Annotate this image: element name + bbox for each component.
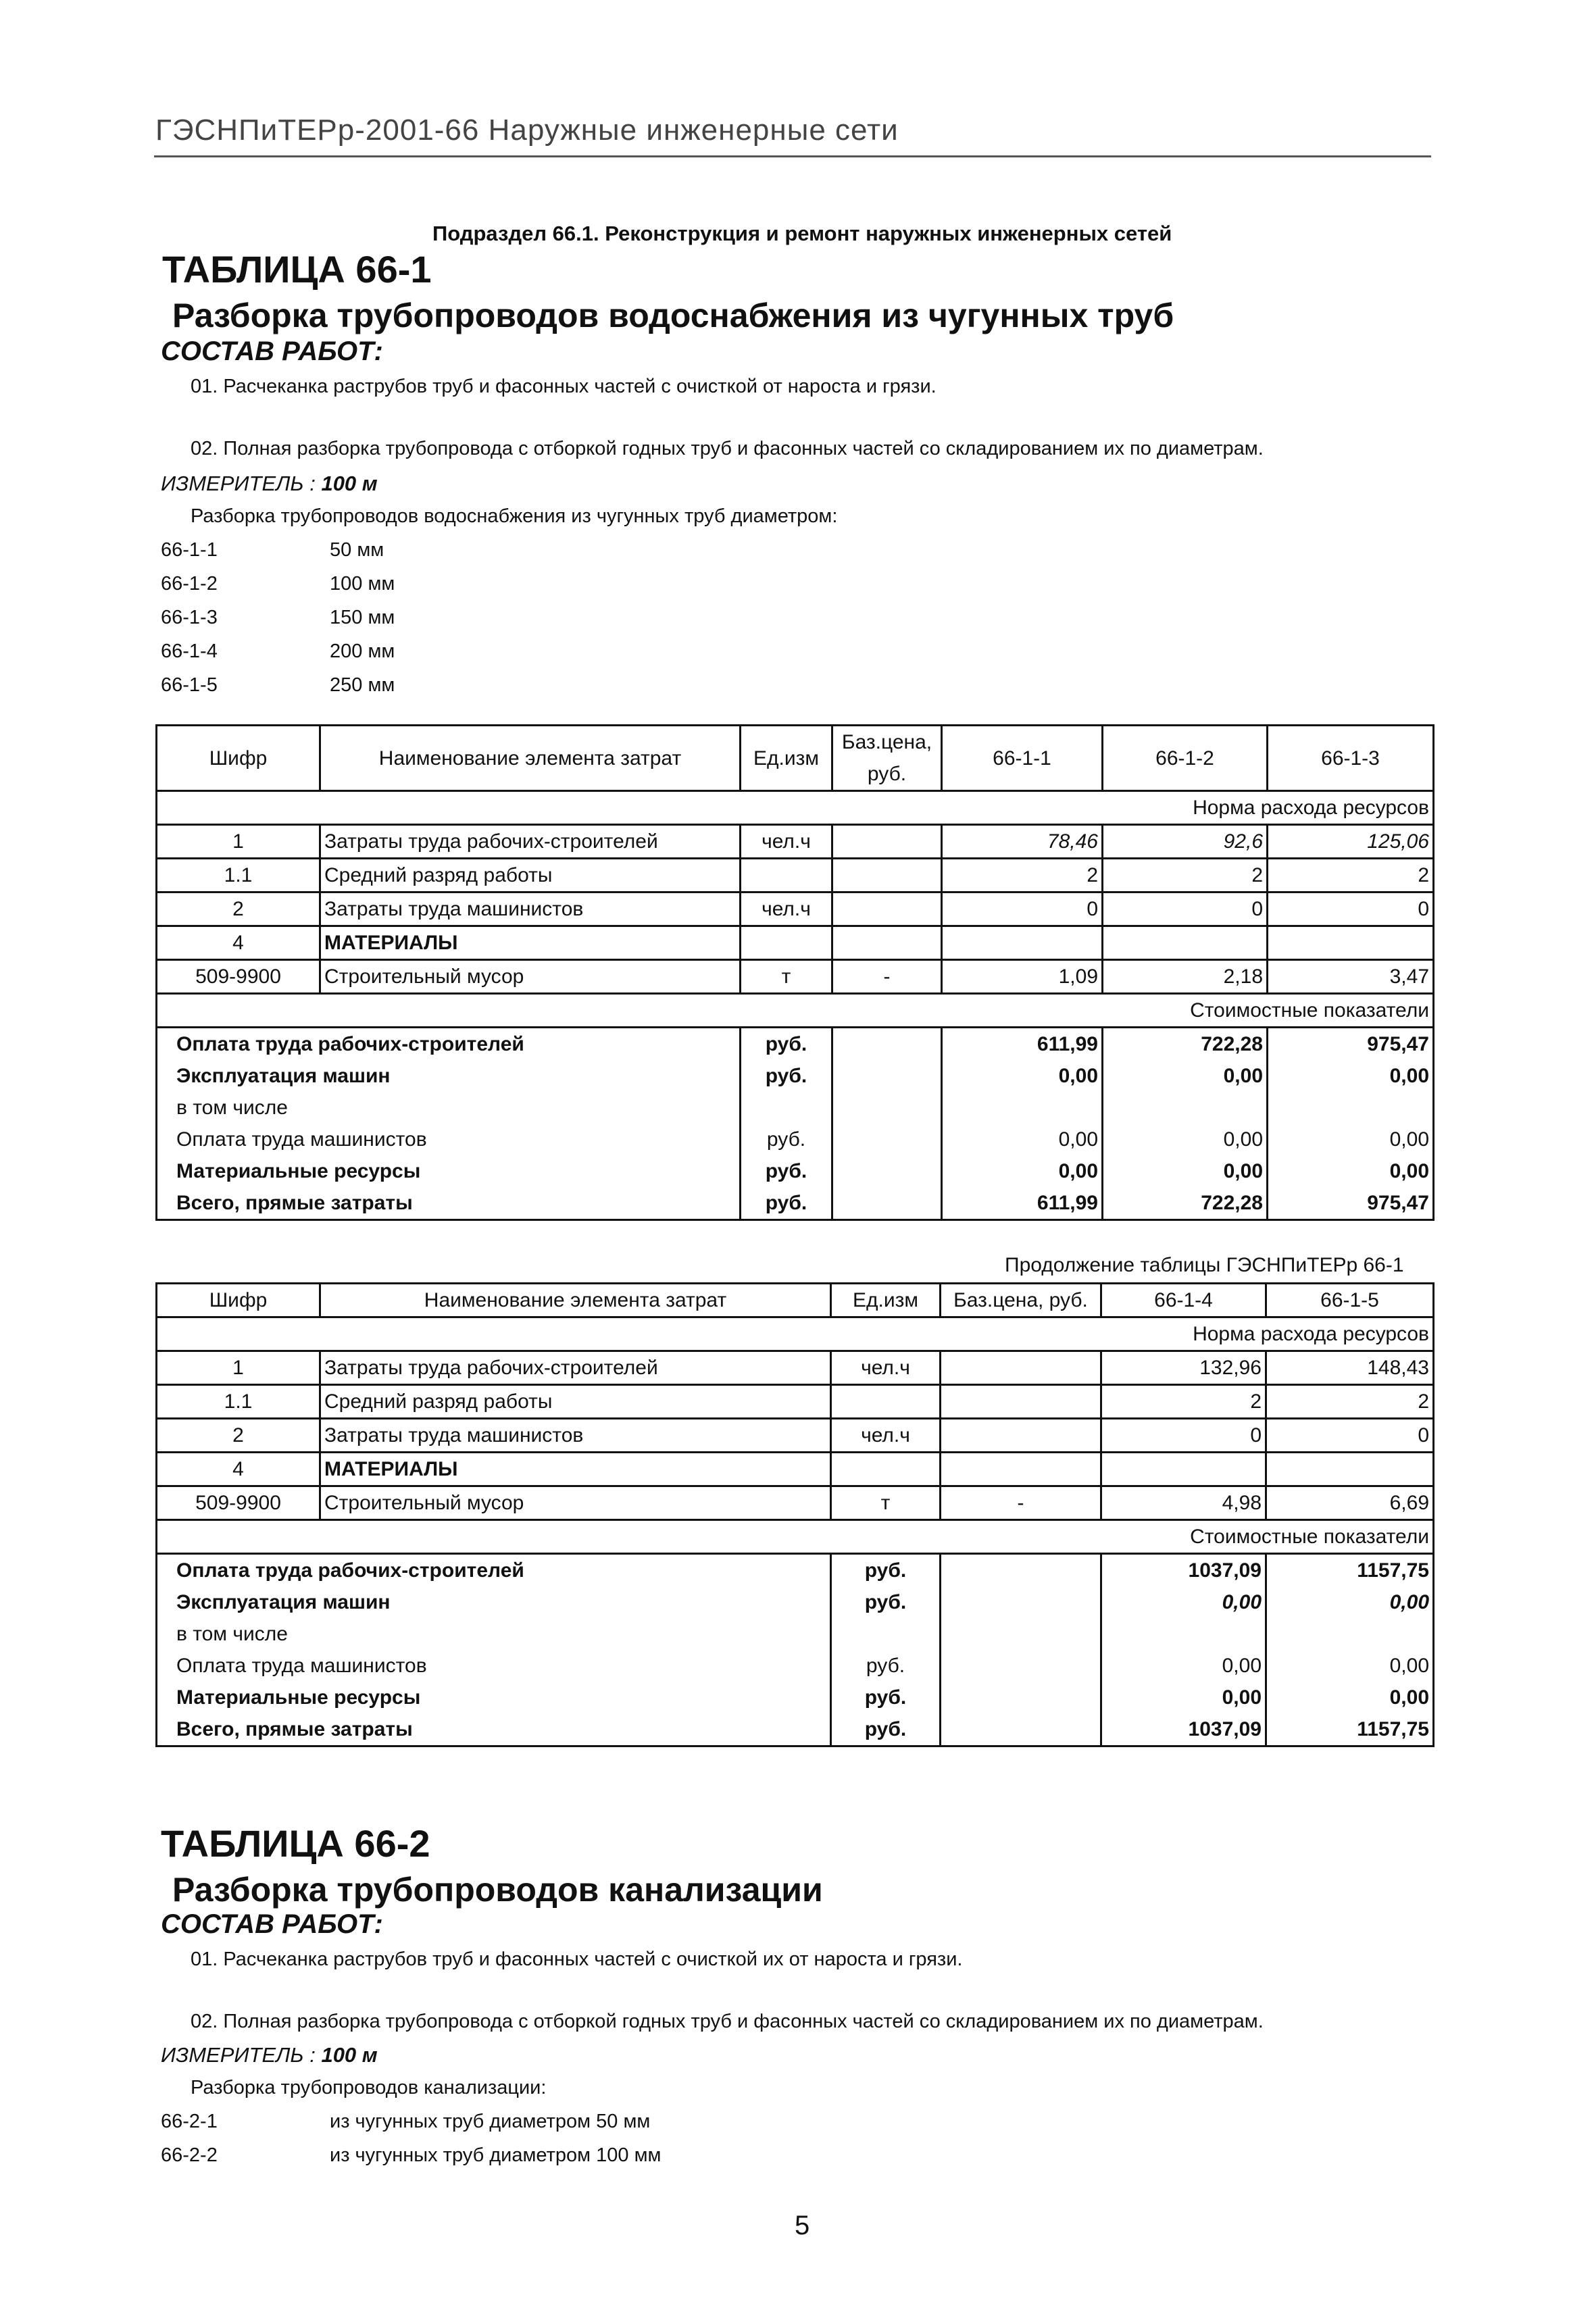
table-66-2-title: Разборка трубопроводов канализации: [172, 1871, 823, 1909]
cell-value: 78,46: [942, 825, 1103, 859]
cell-value: 4,98: [1101, 1486, 1266, 1520]
cost-value: 611,99: [942, 1028, 1103, 1061]
cost-unit: руб.: [741, 1187, 832, 1220]
cost-value: [942, 1092, 1103, 1124]
continuation-caption: Продолжение таблицы ГЭСНПиТЕРр 66-1: [1005, 1254, 1404, 1276]
cost-name: Всего, прямые затраты: [157, 1713, 831, 1746]
cell-name: Затраты труда рабочих-строителей: [320, 825, 741, 859]
cell-unit: чел.ч: [831, 1351, 941, 1385]
table-row: [157, 926, 1434, 960]
table-row: [157, 892, 1434, 926]
cost-value: 975,47: [1268, 1187, 1434, 1220]
table-row: [157, 1385, 1434, 1419]
cell-value: [1266, 1453, 1434, 1486]
cost-value: [1103, 1092, 1268, 1124]
cell-name: Средний разряд работы: [320, 1385, 831, 1419]
cell-name: Затраты труда рабочих-строителей: [320, 1351, 831, 1385]
cell-value: 125,06: [1268, 825, 1434, 859]
table-row: [157, 825, 1434, 859]
cost-unit: руб.: [831, 1713, 941, 1746]
cell-code: 509-9900: [157, 1486, 320, 1520]
col-header-code: Шифр: [157, 1284, 320, 1317]
measure-label: ИЗМЕРИТЕЛЬ :: [161, 472, 316, 495]
cost-value: 1157,75: [1266, 1713, 1434, 1746]
cell-value: 0: [1101, 1419, 1266, 1453]
measure-value: 100 м: [321, 2043, 378, 2067]
cell-name: Строительный мусор: [320, 960, 741, 994]
cost-price: [941, 1618, 1101, 1650]
cost-unit: [831, 1618, 941, 1650]
cell-price: [832, 859, 942, 892]
cell-unit: т: [741, 960, 832, 994]
cell-value: 0: [1268, 892, 1434, 926]
cell-value: 0: [1266, 1419, 1434, 1453]
cost-name: Материальные ресурсы: [157, 1155, 741, 1187]
cell-value: 2: [942, 859, 1103, 892]
cell-code: 1: [157, 825, 320, 859]
cell-value: 2: [1103, 859, 1268, 892]
header-rule: [154, 155, 1431, 157]
cost-value: 0,00: [1266, 1650, 1434, 1682]
cost-row: [157, 1682, 1434, 1713]
col-header-unit: Ед.изм: [831, 1284, 941, 1317]
cell-code: 2: [157, 1419, 320, 1453]
cost-price: [832, 1124, 942, 1155]
cost-price: [941, 1713, 1101, 1746]
cell-unit: [831, 1385, 941, 1419]
col-header-66-1-1: 66-1-1: [942, 726, 1103, 791]
cell-price: [941, 1385, 1101, 1419]
table-66-1-label: ТАБЛИЦА 66-1: [162, 248, 432, 291]
table-66-1-title: Разборка трубопроводов водоснабжения из чугунных труб: [172, 297, 1174, 334]
work-step-1: 01. Расчеканка раструбов труб и фасонных частей с очисткой от нароста и грязи.: [191, 376, 937, 397]
cost-value: 611,99: [942, 1187, 1103, 1220]
cost-unit: руб.: [741, 1155, 832, 1187]
cost-value: [1268, 1092, 1434, 1124]
cost-unit: руб.: [741, 1028, 832, 1061]
cell-unit: чел.ч: [741, 892, 832, 926]
cost-unit: [741, 1092, 832, 1124]
cell-value: 2,18: [1103, 960, 1268, 994]
cell-value: 1,09: [942, 960, 1103, 994]
table-row: [157, 960, 1434, 994]
cell-value: [1101, 1453, 1266, 1486]
cost-unit: руб.: [741, 1060, 832, 1092]
cell-value: [1103, 926, 1268, 960]
cost-name: Эксплуатация машин: [157, 1060, 741, 1092]
cost-name: Всего, прямые затраты: [157, 1187, 741, 1220]
cell-price: [832, 926, 942, 960]
cell-value: 148,43: [1266, 1351, 1434, 1385]
cost-name: Эксплуатация машин: [157, 1586, 831, 1618]
table-row: [157, 1351, 1434, 1385]
cell-value: 132,96: [1101, 1351, 1266, 1385]
cost-row: [157, 1713, 1434, 1746]
item-diameter: 150 мм: [330, 607, 395, 628]
cost-value: 1037,09: [1101, 1554, 1266, 1587]
cost-name: в том числе: [157, 1092, 741, 1124]
table-row: [157, 1486, 1434, 1520]
cost-price: [832, 1060, 942, 1092]
work-step-1: 01. Расчеканка раструбов труб и фасонных частей с очисткой их от нароста и грязи.: [191, 1948, 963, 1970]
table-row: [157, 1419, 1434, 1453]
cost-name: Оплата труда машинистов: [157, 1124, 741, 1155]
cost-value: [1266, 1618, 1434, 1650]
col-header-66-1-2: 66-1-2: [1103, 726, 1268, 791]
cost-value: 0,00: [1101, 1682, 1266, 1713]
item-code: 66-1-4: [161, 640, 218, 662]
cost-price: [832, 1092, 942, 1124]
cost-row: [157, 1060, 1434, 1092]
cost-row: [157, 1092, 1434, 1124]
cell-code: 1.1: [157, 1385, 320, 1419]
cell-code: 2: [157, 892, 320, 926]
cell-value: 2: [1268, 859, 1434, 892]
item-code: 66-1-3: [161, 607, 218, 628]
col-header-price: Баз.цена, руб.: [832, 726, 942, 791]
cost-name: Оплата труда рабочих-строителей: [157, 1028, 741, 1061]
col-header-66-1-4: 66-1-4: [1101, 1284, 1266, 1317]
cost-value: 0,00: [942, 1155, 1103, 1187]
cost-price: [832, 1155, 942, 1187]
item-diameter: 50 мм: [330, 539, 384, 561]
cell-value: 2: [1266, 1385, 1434, 1419]
cost-row: [157, 1554, 1434, 1587]
col-header-66-1-3: 66-1-3: [1268, 726, 1434, 791]
cost-row: [157, 1650, 1434, 1682]
col-header-unit: Ед.изм: [741, 726, 832, 791]
cost-row: [157, 1028, 1434, 1061]
cell-name: Затраты труда машинистов: [320, 1419, 831, 1453]
measure-label: ИЗМЕРИТЕЛЬ :: [161, 2043, 316, 2067]
table-row: [157, 1453, 1434, 1486]
cost-value: 722,28: [1103, 1187, 1268, 1220]
cell-price: [941, 1453, 1101, 1486]
cost-value: 0,00: [1266, 1682, 1434, 1713]
cell-value: [1268, 926, 1434, 960]
cell-value: 2: [1101, 1385, 1266, 1419]
cell-value: 3,47: [1268, 960, 1434, 994]
col-header-name: Наименование элемента затрат: [320, 726, 741, 791]
cell-code: 509-9900: [157, 960, 320, 994]
resource-table-66-1-part2: [155, 1282, 1435, 1747]
work-step-2: 02. Полная разборка трубопровода с отборкой годных труб и фасонных частей со складированием их по диаметрам.: [191, 438, 1264, 459]
cost-value: 0,00: [1103, 1155, 1268, 1187]
cost-value: 0,00: [1268, 1060, 1434, 1092]
cell-code: 1.1: [157, 859, 320, 892]
cell-code: 4: [157, 1453, 320, 1486]
cost-value: 0,00: [1103, 1124, 1268, 1155]
cost-name: Оплата труда машинистов: [157, 1650, 831, 1682]
cell-value: [942, 926, 1103, 960]
col-header-code: Шифр: [157, 726, 320, 791]
cell-price: -: [941, 1486, 1101, 1520]
work-composition-heading: СОСТАВ РАБОТ:: [161, 336, 383, 366]
table-66-2-label: ТАБЛИЦА 66-2: [161, 1822, 430, 1865]
cost-value: 0,00: [1268, 1155, 1434, 1187]
item-code: 66-1-5: [161, 674, 218, 696]
cost-unit: руб.: [831, 1650, 941, 1682]
cell-code: 4: [157, 926, 320, 960]
table-row: [157, 859, 1434, 892]
col-header-name: Наименование элемента затрат: [320, 1284, 831, 1317]
cell-name: Средний разряд работы: [320, 859, 741, 892]
cost-section-label: Стоимостные показатели: [157, 1520, 1434, 1554]
cell-unit: [831, 1453, 941, 1486]
item-diameter: 250 мм: [330, 674, 395, 696]
cell-value: 92,6: [1103, 825, 1268, 859]
cost-unit: руб.: [831, 1586, 941, 1618]
cost-unit: руб.: [831, 1554, 941, 1587]
cost-price: [832, 1187, 942, 1220]
cost-row: [157, 1618, 1434, 1650]
cell-price: [941, 1419, 1101, 1453]
cell-value: 0: [1103, 892, 1268, 926]
work-composition-heading: СОСТАВ РАБОТ:: [161, 1909, 383, 1939]
subsection-title: Подраздел 66.1. Реконструкция и ремонт наружных инженерных сетей: [432, 222, 1172, 245]
cost-value: 0,00: [1266, 1586, 1434, 1618]
cost-name: Материальные ресурсы: [157, 1682, 831, 1713]
norm-section-label: Норма расхода ресурсов: [157, 791, 1434, 825]
item-description: Разборка трубопроводов водоснабжения из чугунных труб диаметром:: [191, 505, 838, 527]
cost-row: [157, 1187, 1434, 1220]
resource-table-66-1-part1: [155, 724, 1435, 1221]
cost-price: [941, 1586, 1101, 1618]
measure-unit: [161, 2043, 378, 2067]
cost-unit: руб.: [831, 1682, 941, 1713]
cost-row: [157, 1155, 1434, 1187]
item-diameter: 100 мм: [330, 573, 395, 595]
item-code: 66-2-1: [161, 2111, 218, 2132]
cost-price: [832, 1028, 942, 1061]
cost-price: [941, 1682, 1101, 1713]
cost-unit: руб.: [741, 1124, 832, 1155]
work-step-2: 02. Полная разборка трубопровода с отборкой годных труб и фасонных частей со складированием их по диаметрам.: [191, 2011, 1264, 2032]
cost-value: 722,28: [1103, 1028, 1268, 1061]
cost-value: 0,00: [1101, 1650, 1266, 1682]
col-header-price: Баз.цена, руб.: [941, 1284, 1101, 1317]
cell-unit: [741, 859, 832, 892]
cost-value: [1101, 1618, 1266, 1650]
cell-unit: чел.ч: [831, 1419, 941, 1453]
page-number: 5: [795, 2211, 810, 2240]
cost-value: 0,00: [1268, 1124, 1434, 1155]
item-description: Разборка трубопроводов канализации:: [191, 2077, 547, 2098]
cost-value: 0,00: [942, 1124, 1103, 1155]
cell-code: 1: [157, 1351, 320, 1385]
cost-value: 975,47: [1268, 1028, 1434, 1061]
measure-unit: [161, 472, 378, 496]
running-header: ГЭСНПиТЕРр-2001-66 Наружные инженерные сети: [155, 114, 899, 147]
col-header-66-1-5: 66-1-5: [1266, 1284, 1434, 1317]
cost-value: 0,00: [1101, 1586, 1266, 1618]
cost-name: в том числе: [157, 1618, 831, 1650]
cost-row: [157, 1586, 1434, 1618]
cost-value: 0,00: [942, 1060, 1103, 1092]
cost-value: 1037,09: [1101, 1713, 1266, 1746]
cost-row: [157, 1124, 1434, 1155]
cell-value: 0: [942, 892, 1103, 926]
cell-price: [832, 825, 942, 859]
norm-section-label: Норма расхода ресурсов: [157, 1317, 1434, 1351]
cost-section-label: Стоимостные показатели: [157, 994, 1434, 1028]
cell-name: Строительный мусор: [320, 1486, 831, 1520]
item-code: 66-1-1: [161, 539, 218, 561]
item-code: 66-2-2: [161, 2144, 218, 2166]
cell-unit: чел.ч: [741, 825, 832, 859]
cell-name: МАТЕРИАЛЫ: [320, 926, 741, 960]
item-text: из чугунных труб диаметром 50 мм: [330, 2111, 651, 2132]
cost-value: 0,00: [1103, 1060, 1268, 1092]
cell-value: 6,69: [1266, 1486, 1434, 1520]
cell-price: [832, 892, 942, 926]
cell-name: МАТЕРИАЛЫ: [320, 1453, 831, 1486]
cost-name: Оплата труда рабочих-строителей: [157, 1554, 831, 1587]
cost-price: [941, 1650, 1101, 1682]
item-diameter: 200 мм: [330, 640, 395, 662]
cell-price: -: [832, 960, 942, 994]
cost-value: 1157,75: [1266, 1554, 1434, 1587]
cell-price: [941, 1351, 1101, 1385]
cell-unit: т: [831, 1486, 941, 1520]
cell-unit: [741, 926, 832, 960]
measure-value: 100 м: [321, 472, 378, 495]
cell-name: Затраты труда машинистов: [320, 892, 741, 926]
item-text: из чугунных труб диаметром 100 мм: [330, 2144, 662, 2166]
cost-price: [941, 1554, 1101, 1587]
item-code: 66-1-2: [161, 573, 218, 595]
